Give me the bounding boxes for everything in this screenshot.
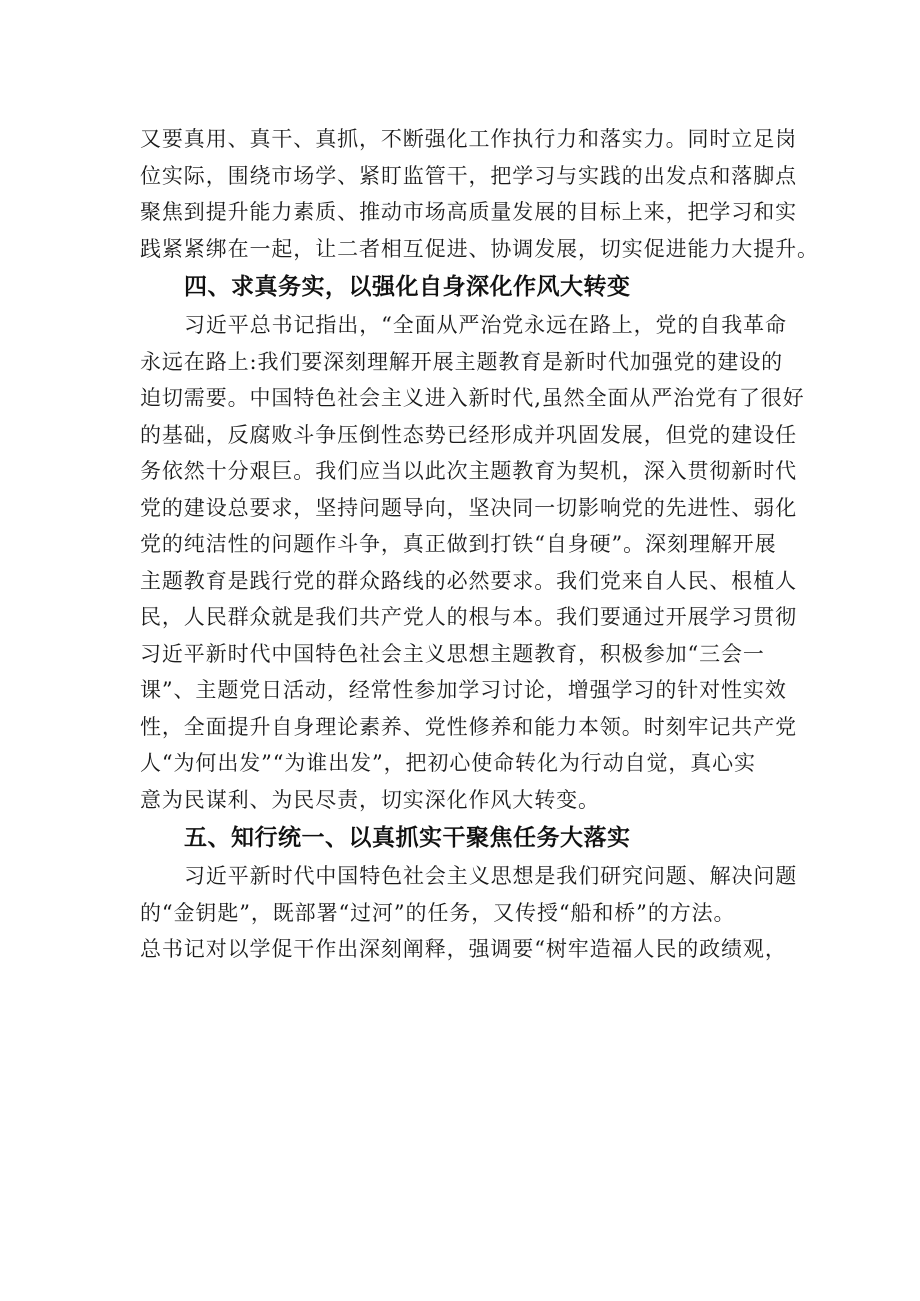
text-line: 永远在路上:我们要深刻理解开展主题教育是新时代加强党的建设的 [140,349,784,374]
text-line: 的“金钥匙”，既部署“过河”的任务，又传授“船和桥”的方法。 [140,900,736,925]
paragraph-top [140,121,819,267]
text-line: 性，全面提升自身理论素养、党性修养和能力本领。时刻牢记共产党 [140,714,797,739]
text-line: 聚焦到提升能力素质、推动市场高质量发展的目标上来，把学习和实 [140,200,797,224]
text-line: 迫切需要。中国特色社会主义进入新时代,虽然全面从严治党有了很好 [140,386,805,410]
text-line: 践紧紧绑在一起，让二者相互促进、协调发展，切实促进能力大提升。 [140,236,819,261]
paragraph-section-4 [140,307,805,818]
document-body [140,121,819,968]
text-line: 课”、主题党日活动，经常性参加学习讨论，增强学习的针对性实效 [140,678,787,702]
text-line: 总书记对以学促干作出深刻阐释，强调要“树牢造福人民的政绩观， [140,937,787,961]
text-line: 习近平新时代中国特色社会主义思想是我们研究问题、解决问题 [184,864,798,888]
text-line: 的基础，反腐败斗争压倒性态势已经形成并巩固发展，但党的建设任 [140,422,797,447]
text-line: 位实际，围绕市场学、紧盯监管干，把学习与实践的出发点和落脚点 [140,163,797,188]
paragraph-section-5 [140,858,800,968]
section-heading-4: 四、求真务实，以强化自身深化作风大转变 [184,274,631,300]
text-line: 人“为何出发”“为谁出发”，把初心使命转化为行动自觉，真心实 [140,751,756,775]
text-line: 务依然十分艰巨。我们应当以此次主题教育为契机，深入贯彻新时代 [140,459,797,483]
text-line: 意为民谋利、为民尽责，切实深化作风大转变。 [140,787,600,812]
text-line: 党的纯洁性的问题作斗争，真正做到打铁“自身硬”。深刻理解开展 [140,532,777,556]
text-line: 党的建设总要求，坚持问题导向，坚决同一切影响党的先进性、弱化 [140,495,797,520]
text-line: 又要真用、真干、真抓，不断强化工作执行力和落实力。同时立足岗 [140,127,797,151]
text-line: 民，人民群众就是我们共产党人的根与本。我们要通过开展学习贯彻 [140,605,797,629]
text-line: 习近平总书记指出，“全面从严治党永远在路上，党的自我革命 [184,313,787,337]
section-heading-5: 五、知行统一、以真抓实干聚焦任务大落实 [184,825,631,851]
text-line: 主题教育是践行党的群众路线的必然要求。我们党来自人民、根植人 [140,568,797,593]
text-line: 习近平新时代中国特色社会主义思想主题教育，积极参加“三会一 [140,641,765,666]
